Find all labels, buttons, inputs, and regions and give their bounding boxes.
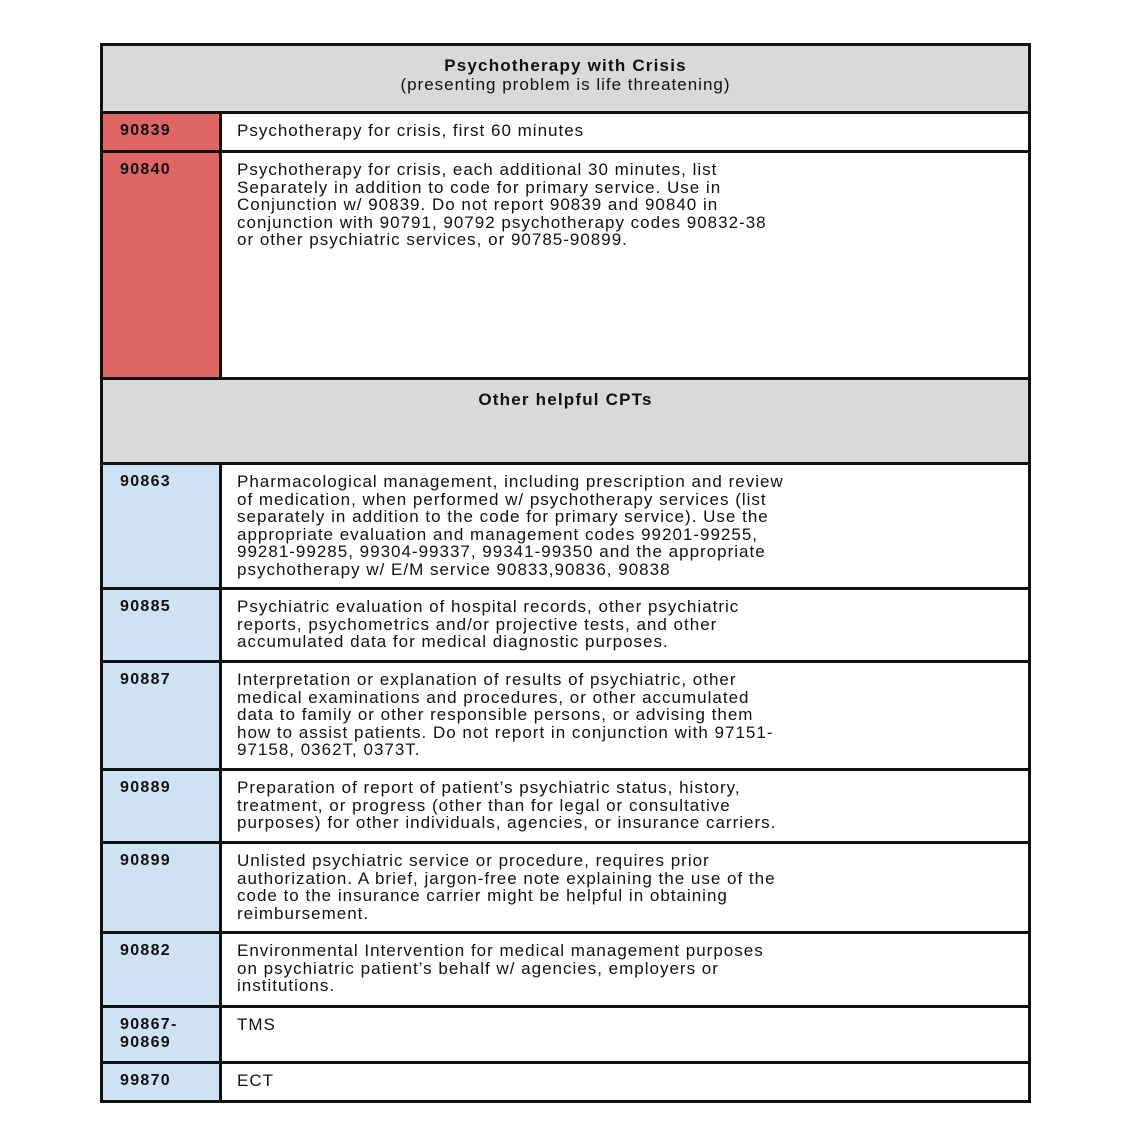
cpt-description: Environmental Intervention for medical management purposes on psychiatric patient’s behalf w/ agencies, employers or institutions. [222, 934, 1028, 1005]
cpt-code: 90885 [103, 590, 222, 660]
table-row [103, 465, 1028, 590]
cpt-code: 90840 [103, 153, 222, 377]
table-row [103, 1064, 1028, 1100]
cpt-description: Interpretation or explanation of results of psychiatric, other medical examinations and procedures, or other accumulated data to family or other responsible persons, or advising them how to assist patients. Do not report in conjunction with 97151- 97158, 0362T, 0373T. [222, 663, 1028, 768]
table-row [103, 934, 1028, 1008]
section-header-other [103, 380, 1028, 465]
cpt-description: Preparation of report of patient’s psychiatric status, history, treatment, or progress (other than for legal or consultative purposes) for other individuals, agencies, or insurance carriers. [222, 771, 1028, 841]
cpt-code: 90887 [103, 663, 222, 768]
section-title-crisis: Psychotherapy with Crisis [444, 56, 687, 75]
section-header-crisis [103, 46, 1028, 114]
table-row [103, 153, 1028, 380]
table-row [103, 114, 1028, 153]
cpt-description: Unlisted psychiatric service or procedure, requires prior authorization. A brief, jargon-free note explaining the use of the code to the insurance carrier might be helpful in obtaining reimbursement. [222, 844, 1028, 931]
table-row [103, 590, 1028, 663]
cpt-description: Psychiatric evaluation of hospital records, other psychiatric reports, psychometrics and/or projective tests, and other accumulated data for medical diagnostic purposes. [222, 590, 1028, 660]
cpt-description: Pharmacological management, including prescription and review of medication, when performed w/ psychotherapy services (list separately in addition to the code for primary service). Use the appropriate evaluation and management codes 99201-99255, 99281-99285, 99304-99337, 99341-99350 and the appropriate psychotherapy w/ E/M service 90833,90836, 90838 [222, 465, 1028, 587]
cpt-code: 90889 [103, 771, 222, 841]
cpt-code: 90882 [103, 934, 222, 1005]
section-subtitle-crisis: (presenting problem is life threatening) [400, 75, 731, 94]
cpt-code: 90899 [103, 844, 222, 931]
cpt-description: Psychotherapy for crisis, each additional 30 minutes, list Separately in addition to code for primary service. Use in Conjunction w/ 90839. Do not report 90839 and 90840 in conjunction with 90791, 90792 psychotherapy codes 90832-38 or other psychiatric services, or 90785-90899. [222, 153, 1028, 377]
cpt-code: 99870 [103, 1064, 222, 1100]
table-row [103, 1008, 1028, 1064]
cpt-description: TMS [222, 1008, 1028, 1061]
cpt-code-table [100, 43, 1031, 1103]
cpt-code: 90839 [103, 114, 222, 150]
table-row [103, 771, 1028, 844]
cpt-description: ECT [222, 1064, 1028, 1100]
table-row [103, 844, 1028, 934]
cpt-code: 90867- 90869 [103, 1008, 222, 1061]
section-title-other: Other helpful CPTs [478, 390, 653, 409]
cpt-description: Psychotherapy for crisis, first 60 minutes [222, 114, 1028, 150]
table-row [103, 663, 1028, 771]
cpt-code: 90863 [103, 465, 222, 587]
